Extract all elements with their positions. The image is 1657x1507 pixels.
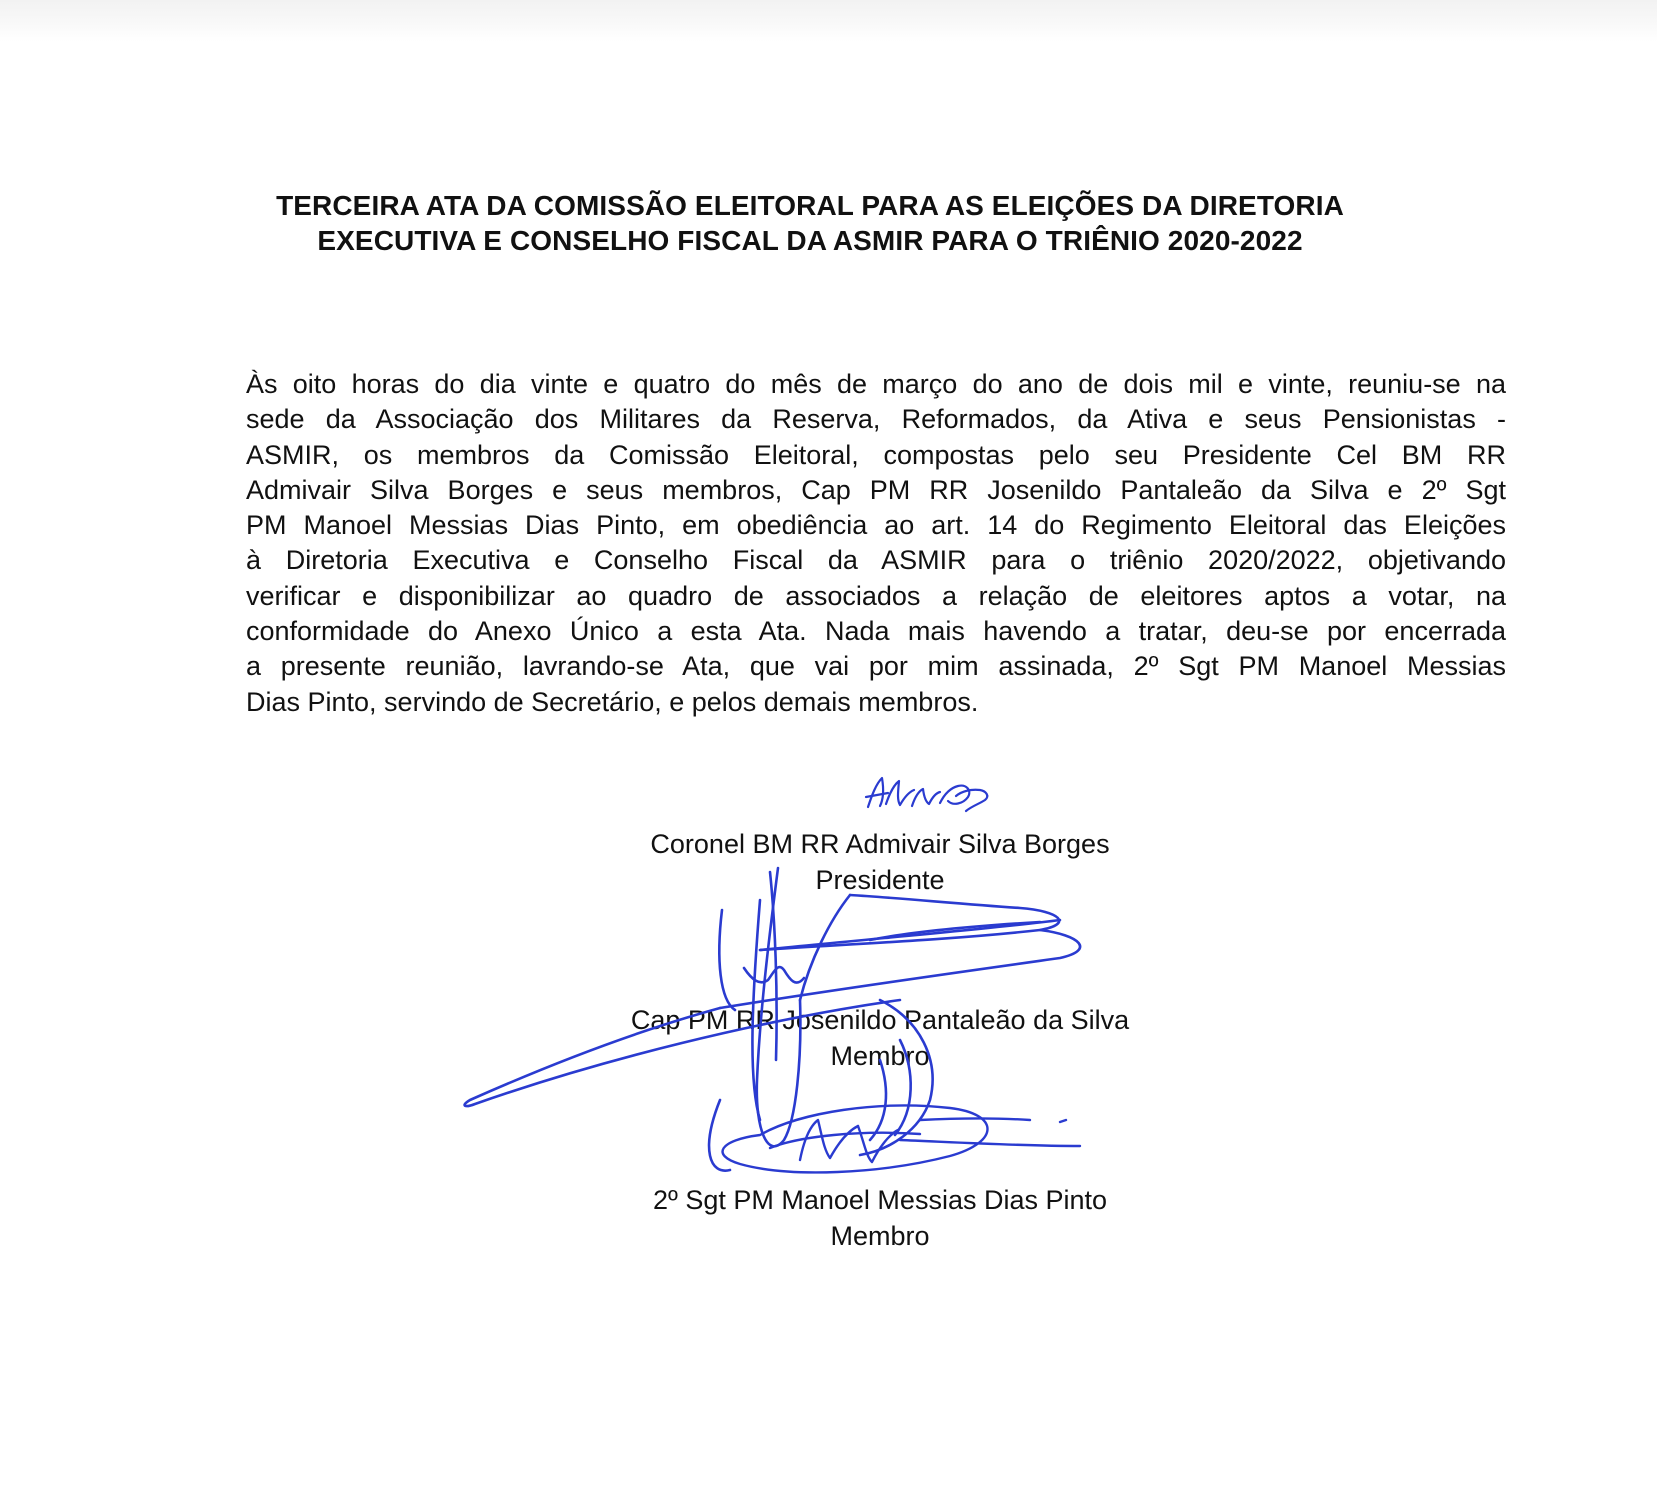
body-line: à Diretoria Executiva e Conselho Fiscal da ASMIR para o triênio 2020/2022, objetivando <box>246 545 1506 576</box>
minutes-body <box>246 367 1506 720</box>
title-line: TERCEIRA ATA DA COMISSÃO ELEITORAL PARA AS ELEIÇÕES DA DIRETORIA <box>276 190 1344 221</box>
signatory-name: Coronel BM RR Admivair Silva Borges <box>650 829 1110 859</box>
signature-member-2 <box>723 1106 1080 1173</box>
signature-block-member-1 <box>560 1002 1200 1074</box>
signatory-role: Presidente <box>815 865 945 895</box>
title-line: EXECUTIVA E CONSELHO FISCAL DA ASMIR PARA O TRIÊNIO 2020-2022 <box>317 225 1303 256</box>
body-line: conformidade do Anexo Único a esta Ata. Nada mais havendo a tratar, deu-se por encerrada <box>246 616 1506 647</box>
signatory-name: Cap PM RR Josenildo Pantaleão da Silva <box>630 1005 1130 1035</box>
signature-block-member-2 <box>560 1182 1200 1254</box>
document-title <box>160 188 1460 258</box>
signatory-role: Membro <box>830 1221 930 1251</box>
body-line: PM Manoel Messias Dias Pinto, em obediência ao art. 14 do Regimento Eleitoral das Eleições <box>246 510 1506 541</box>
body-line: Dias Pinto, servindo de Secretário, e pelos demais membros. <box>246 686 979 717</box>
signatory-name: 2º Sgt PM Manoel Messias Dias Pinto <box>652 1185 1108 1215</box>
body-line: sede da Associação dos Militares da Reserva, Reformados, da Ativa e seus Pensionistas - <box>246 404 1506 435</box>
scan-edge <box>0 0 1657 42</box>
body-line: a presente reunião, lavrando-se Ata, que vai por mim assinada, 2º Sgt PM Manoel Messias <box>246 651 1506 682</box>
signature-president <box>866 778 987 811</box>
body-line: verificar e disponibilizar ao quadro de associados a relação de eleitores aptos a votar, na <box>246 580 1506 611</box>
signatory-role: Membro <box>830 1041 930 1071</box>
body-line: ASMIR, os membros da Comissão Eleitoral, compostas pelo seu Presidente Cel BM RR <box>246 439 1506 470</box>
signature-block-president <box>560 826 1200 898</box>
body-line: Às oito horas do dia vinte e quatro do mês de março do ano de dois mil e vinte, reuniu-se na <box>246 369 1506 399</box>
body-line: Admivair Silva Borges e seus membros, Cap PM RR Josenildo Pantaleão da Silva e 2º Sgt <box>246 474 1506 505</box>
